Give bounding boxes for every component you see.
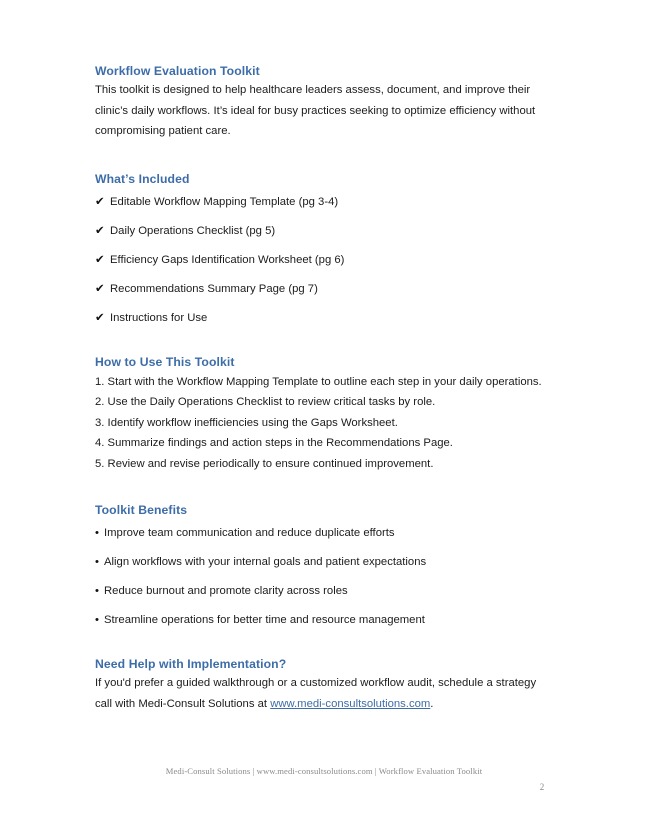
intro-paragraph: This toolkit is designed to help healthcare leaders assess, document, and improve their clinic’s daily workflows. It’s ideal for busy practices seeking to optimize efficiency without compromising patient care.	[95, 84, 536, 137]
page-content	[95, 62, 548, 714]
list-item	[95, 223, 548, 239]
list-item: 2. Use the Daily Operations Checklist to review critical tasks by role.	[95, 396, 436, 408]
list-item-label: Recommendations Summary Page (pg 7)	[110, 282, 318, 295]
section-how-to-use	[95, 353, 548, 475]
list-item	[95, 281, 548, 297]
list-item: 4. Summarize findings and action steps in the Recommendations Page.	[95, 437, 453, 449]
need-help-text-before: If you'd prefer a guided walkthrough or a customized workflow audit, schedule a strategy call with Medi-Consult Solutions at	[95, 677, 537, 710]
list-item	[95, 554, 548, 570]
check-mark-icon: ✔	[95, 282, 105, 295]
spacer	[95, 326, 548, 353]
section-whats-included	[95, 170, 548, 326]
check-mark-icon: ✔	[95, 195, 105, 208]
list-item-label: Daily Operations Checklist (pg 5)	[110, 224, 276, 237]
check-mark-icon: ✔	[95, 224, 105, 237]
list-item	[95, 583, 548, 599]
section-intro	[95, 62, 548, 142]
heading-how-to-use: How to Use This Toolkit	[95, 354, 235, 369]
bullet-icon: •	[95, 585, 99, 597]
list-item-label: Editable Workflow Mapping Template (pg 3-4)	[110, 195, 339, 208]
list-item: 5. Review and revise periodically to ensure continued improvement.	[95, 457, 434, 470]
page-title: Workflow Evaluation Toolkit	[95, 64, 260, 78]
list-item	[95, 310, 548, 326]
benefits-list	[95, 525, 548, 628]
list-item-label: Instructions for Use	[110, 311, 208, 324]
bullet-icon: •	[95, 614, 99, 626]
page-number: 2	[539, 782, 545, 792]
spacer	[95, 628, 548, 655]
heading-whats-included: What’s Included	[95, 171, 190, 186]
section-need-help	[95, 655, 548, 714]
website-link[interactable]: www.medi-consultsolutions.com	[270, 697, 431, 710]
list-item-label: Efficiency Gaps Identification Worksheet (pg 6)	[110, 253, 345, 266]
heading-need-help: Need Help with Implementation?	[95, 657, 287, 671]
list-item	[95, 194, 548, 210]
spacer	[95, 142, 548, 170]
included-list	[95, 194, 548, 326]
list-item: 3. Identify workflow inefficiencies using the Gaps Worksheet.	[95, 416, 398, 429]
list-item-label: Align workflows with your internal goals and patient expectations	[104, 556, 427, 568]
bullet-icon: •	[95, 556, 99, 568]
list-item-label: Reduce burnout and promote clarity across roles	[104, 585, 348, 597]
section-benefits	[95, 501, 548, 628]
footer-text: Medi-Consult Solutions | www.medi-consultsolutions.com | Workflow Evaluation Toolkit	[165, 766, 483, 776]
check-mark-icon: ✔	[95, 311, 105, 324]
steps-list	[95, 372, 548, 475]
bullet-icon: •	[95, 527, 99, 539]
list-item	[95, 252, 548, 268]
need-help-text-after: .	[430, 697, 434, 710]
list-item-label: Improve team communication and reduce duplicate efforts	[104, 527, 395, 539]
spacer	[95, 474, 548, 501]
page-footer	[0, 766, 648, 816]
heading-benefits: Toolkit Benefits	[95, 503, 188, 517]
list-item: 1. Start with the Workflow Mapping Template to outline each step in your daily operations.	[95, 375, 542, 388]
list-item	[95, 525, 548, 541]
list-item	[95, 612, 548, 628]
need-help-paragraph	[95, 673, 548, 714]
list-item-label: Streamline operations for better time and resource management	[104, 614, 425, 626]
check-mark-icon: ✔	[95, 253, 105, 266]
